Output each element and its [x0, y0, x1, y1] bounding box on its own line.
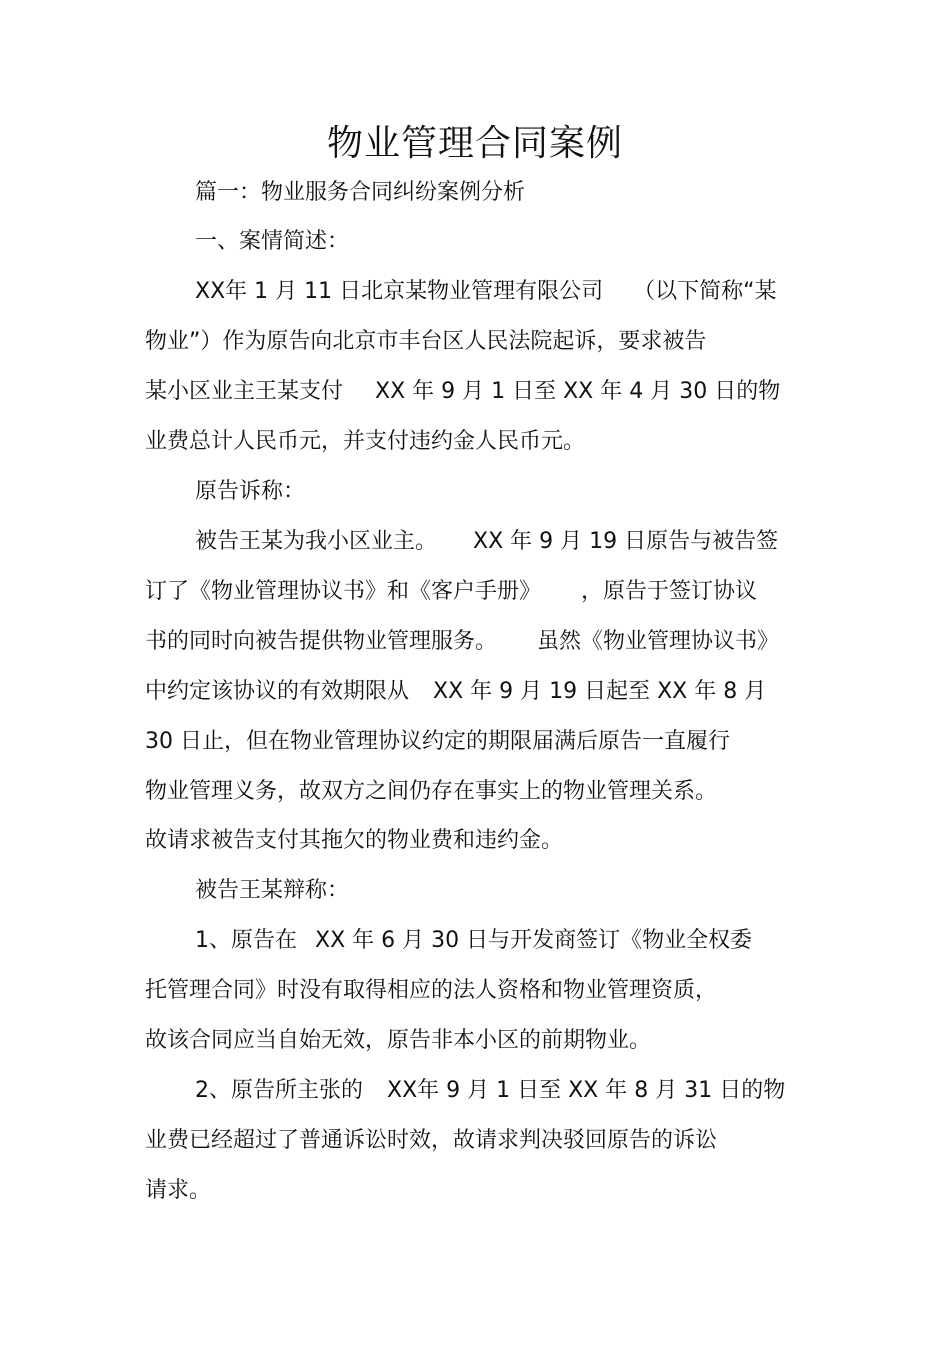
- text-segment: 书的同时向被告提供物业管理服务。: [145, 629, 498, 654]
- text-segment: 1、原告在: [195, 928, 297, 953]
- text-segment: XX年 1 月 11 日北京某物业管理有限公司: [195, 279, 604, 304]
- text-segment: XX 年 9 月 19 日原告与被告签: [473, 529, 779, 554]
- paragraph-line: [145, 627, 779, 657]
- subsection-heading: 原告诉称：: [195, 479, 306, 504]
- text-segment: 虽然《物业管理协议书》: [537, 629, 780, 654]
- text-segment: 被告王某为我小区业主。: [195, 529, 438, 554]
- paragraph-line: [195, 277, 777, 307]
- text-segment: （以下简称“某: [633, 279, 777, 304]
- text-segment: 订了《物业管理协议书》和《客户手册》: [145, 579, 542, 604]
- text-segment: XX 年 9 月 1 日至 XX 年 4 月 30 日的物: [375, 379, 781, 404]
- paragraph-line: 物业管理义务，故双方之间仍存在事实上的物业管理关系。: [145, 779, 718, 804]
- paragraph-line: 请求。: [145, 1178, 212, 1203]
- paragraph-line: [195, 926, 752, 956]
- text-segment: 某小区业主王某支付: [145, 379, 344, 404]
- paragraph-line: 物业”）作为原告向北京市丰台区人民法院起诉，要求被告: [145, 329, 707, 354]
- paragraph-line: 故该合同应当自始无效，原告非本小区的前期物业。: [145, 1028, 652, 1053]
- paragraph-line: 30 日止，但在物业管理协议约定的期限届满后原告一直履行: [145, 729, 730, 754]
- paragraph-line: 托管理合同》时没有取得相应的法人资格和物业管理资质，: [145, 978, 718, 1003]
- text-segment: ，原告于签订协议: [581, 579, 758, 604]
- paragraph-line: 业费已经超过了普通诉讼时效，故请求判决驳回原告的诉讼: [145, 1128, 718, 1153]
- paragraph-line: [145, 577, 757, 607]
- paragraph-line: [145, 677, 766, 707]
- paragraph-line: [195, 1076, 785, 1106]
- paragraph-line: [195, 527, 778, 557]
- text-segment: XX年 9 月 1 日至 XX 年 8 月 31 日的物: [387, 1078, 786, 1103]
- subsection-heading: 被告王某辩称：: [195, 878, 350, 903]
- paragraph-line: 业费总计人民币元，并支付违约金人民币元。: [145, 429, 586, 454]
- paragraph-line: [145, 377, 780, 407]
- section-heading: 篇一：物业服务合同纠纷案例分析: [195, 180, 526, 205]
- text-segment: XX 年 9 月 19 日起至 XX 年 8 月: [433, 679, 767, 704]
- subsection-heading: 一、案情简述：: [195, 229, 350, 254]
- document-title: 物业管理合同案例: [326, 123, 623, 164]
- text-segment: 2、原告所主张的: [195, 1078, 363, 1103]
- paragraph-line: 故请求被告支付其拖欠的物业费和违约金。: [145, 828, 564, 853]
- text-segment: 中约定该协议的有效期限从: [145, 679, 410, 704]
- text-segment: XX 年 6 月 30 日与开发商签订《物业全权委: [315, 928, 753, 953]
